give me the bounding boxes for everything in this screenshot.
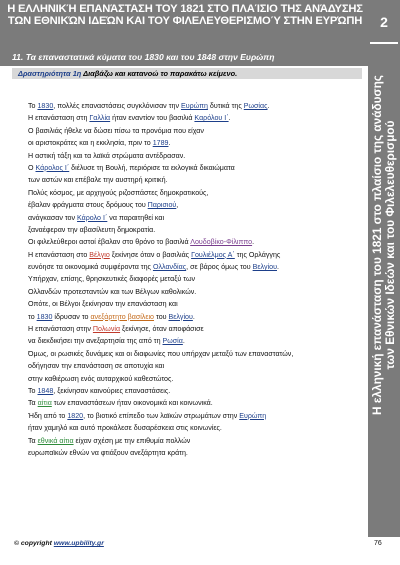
text-line: στην καθιέρωση ενός αυταρχικού καθεστώτος.	[28, 374, 174, 383]
text-line: ευρωπαϊκών εθνών να φτιάξουν ανεξάρτητα κράτη.	[28, 448, 188, 457]
highlight-link[interactable]: 1830	[37, 102, 54, 110]
highlight-link[interactable]: Ευρώπη	[180, 102, 208, 110]
footer-copyright	[14, 540, 104, 547]
highlight-link[interactable]: 1789	[152, 139, 169, 148]
text: το	[28, 312, 37, 321]
highlight-link[interactable]: Παρισιού	[147, 201, 177, 210]
text-line: των αστών και επέβαλε την αυστηρή κριτική.	[28, 176, 168, 185]
text-line: Όμως, οι ρωσικές δυνάμεις και οι διαφωνίες που υπήρχαν μεταξύ των επαναστατών,	[28, 349, 294, 358]
highlight-link[interactable]: ανεξάρτητο βασίλειο	[90, 312, 155, 321]
side-title-line-1: Η ελληνική επανάσταση του 1821 στο πλαίσιο της ανάδυσης	[370, 75, 384, 415]
text: , σε βάρος όμως του	[186, 263, 253, 272]
text-line	[28, 199, 358, 211]
text-line: Ολλανδών προτεσταντών και των Βέλγων καθολικών.	[28, 287, 197, 296]
text: είχαν σχέση με την επιθυμία πολλών	[73, 436, 191, 445]
text: Το	[28, 386, 38, 395]
text: .	[182, 337, 185, 346]
text: ανάγκασαν τον	[28, 213, 78, 222]
highlight-link[interactable]: Βέλγιο	[89, 250, 110, 259]
text-line: Ο βασιλιάς ήθελε να δώσει πίσω τα προνόμια που είχαν	[28, 126, 204, 135]
website-link[interactable]: www.upbility.gr	[53, 540, 104, 547]
text: ίδρυσαν το	[52, 312, 91, 321]
text-line	[28, 311, 358, 323]
side-vertical-title	[371, 35, 397, 455]
highlight-link[interactable]: 1820	[67, 411, 84, 420]
text-line	[28, 410, 358, 422]
text: , πολλές επαναστάσεις συγκλόνισαν την	[53, 102, 181, 110]
side-tab	[368, 0, 400, 537]
text-line	[28, 212, 358, 224]
activity-instruction: Διαβάζω και κατανοώ το παρακάτω κείμενο.	[83, 69, 238, 78]
text: Ήδη από το	[28, 411, 68, 420]
text: να παραιτηθεί και	[107, 213, 165, 222]
text-line	[28, 397, 358, 409]
text-line: οδήγησαν την επανάσταση σε αποτυχία και	[28, 362, 165, 371]
reading-text	[28, 100, 358, 459]
text-line: Η αστική τάξη και τα λαϊκά στρώματα αντέδρασαν.	[28, 151, 186, 160]
highlight-link[interactable]: Καρόλου Ι΄	[194, 114, 229, 123]
text: του	[154, 312, 169, 321]
copyright-label: © copyright	[14, 540, 52, 547]
text-line	[28, 323, 358, 335]
text: ξεκίνησε, όταν αποφάσισε	[120, 325, 204, 334]
text: , το βιοτικό επίπεδο των λαϊκών στρωμάτων στην	[83, 411, 240, 420]
text: .	[267, 102, 270, 110]
text: οι αριστοκράτες και η εκκλησία, πριν το	[28, 139, 153, 148]
text: Η επανάσταση στη	[28, 114, 90, 123]
page-number: 76	[374, 540, 382, 547]
highlight-link[interactable]: αίτια	[37, 399, 52, 408]
text: .	[252, 238, 255, 247]
text: έβαλαν φράγματα στους δρόμους του	[28, 201, 148, 210]
text: .	[192, 312, 195, 321]
text: Οι φιλελεύθεροι αστοί έβαλαν στο θρόνο το βασιλιά	[28, 238, 191, 247]
highlight-link[interactable]: Ολλανδίας	[152, 263, 187, 272]
text-line	[28, 249, 358, 261]
text: .	[228, 114, 231, 123]
text: διέλυσε τη Βουλή, περιόρισε τα εκλογικά δικαιώματα	[69, 163, 235, 172]
highlight-link[interactable]: Ρωσίας	[243, 102, 268, 110]
section-subtitle: 11. Τα επαναστατικά κύματα του 1830 και του 1848 στην Ευρώπη	[12, 52, 275, 62]
text: των επαναστάσεων ήταν οικονομικά και κοινωνικά.	[51, 399, 213, 408]
chapter-number: 2	[380, 14, 388, 30]
highlight-link[interactable]: Βελγίου	[168, 312, 193, 321]
text: να διεκδικήσει την ανεξαρτησία της από τη	[28, 337, 163, 346]
text-line	[28, 385, 358, 397]
text-line	[28, 137, 358, 149]
text: .	[168, 139, 171, 148]
text: Το	[28, 102, 38, 110]
text: Τα	[28, 436, 38, 445]
header-band	[0, 0, 368, 66]
highlight-link[interactable]: Βελγίου	[252, 263, 277, 272]
highlight-link[interactable]: Ευρώπη	[239, 411, 267, 420]
text-line	[28, 100, 358, 112]
text-line	[28, 162, 358, 174]
text-line: Οπότε, οι Βέλγοι ξεκίνησαν την επανάσταση και	[28, 300, 178, 309]
text: ήταν εναντίον του βασιλιά	[110, 114, 195, 123]
side-title-line-2: των Εθνικών Ιδεών και του Φιλελευθερισμού	[383, 120, 397, 370]
highlight-link[interactable]: εθνικά αίτια	[37, 436, 74, 445]
highlight-link[interactable]: 1848	[37, 386, 54, 395]
highlight-link[interactable]: Κάρολο Ι΄	[77, 213, 108, 222]
text: ξεκίνησε όταν ο βασιλιάς	[109, 250, 192, 259]
highlight-link[interactable]: Λουδοβίκο-Φίλιππο	[190, 238, 253, 247]
text-line: ξαναέφεραν την αβασίλευτη δημοκρατία.	[28, 225, 156, 234]
text-line	[28, 435, 358, 447]
text: Τα	[28, 399, 38, 408]
text-line: Υπήρχαν, επίσης, θρησκευτικές διαφορές μεταξύ των	[28, 275, 196, 284]
text: Η επανάσταση στην	[28, 325, 93, 334]
text-line: ήταν χαμηλό και αυτό προκάλεσε δυσαρέσκεια στις κοινωνίες.	[28, 424, 222, 433]
highlight-link[interactable]: 1830	[36, 312, 53, 321]
text: .	[277, 263, 279, 272]
text-line	[28, 261, 358, 273]
text: , ξεκίνησαν καινούριες επαναστάσεις.	[53, 386, 171, 395]
text: της Ορλάγγης	[234, 250, 281, 259]
text-line: Πολύς κόσμος, με αρχηγούς ριζοσπάστες δημοκρατικούς,	[28, 188, 209, 197]
text: ,	[176, 201, 179, 210]
highlight-link[interactable]: Γουλιέλμος Α΄	[191, 250, 235, 259]
activity-bar	[12, 68, 362, 79]
highlight-link[interactable]: Ρωσία	[162, 337, 183, 346]
highlight-link[interactable]: Γαλλία	[89, 114, 111, 123]
text: Η επανάσταση στο	[28, 250, 90, 259]
page-title: Η ΕΛΛΗΝΙΚΉ ΕΠΑΝΆΣΤΑΣΗ ΤΟΥ 1821 ΣΤΟ ΠΛΑΊΣΙΟ ΤΗΣ ΑΝΆΔΥΣΗΣ ΤΩΝ ΕΘΝΙΚΏΝ ΙΔΕΏΝ ΚΑΙ ΤΟΥ ΦΙΛΕΛΕΥΘΕΡΙΣΜΟΎ ΣΤΗΝ ΕΥΡΏΠΗ	[7, 3, 363, 27]
text: ευνόησε τα οικονομικά συμφέροντα της	[28, 263, 153, 272]
text: δυτικά της	[207, 102, 244, 110]
text-line	[28, 335, 358, 347]
highlight-link[interactable]: Πολωνία	[92, 325, 121, 334]
text: Ο	[28, 163, 36, 172]
text-line	[28, 236, 358, 248]
text-line	[28, 112, 358, 124]
highlight-link[interactable]: Κάρολος Ι΄	[35, 163, 70, 172]
activity-label: Δραστηριότητα 1η	[18, 69, 82, 78]
